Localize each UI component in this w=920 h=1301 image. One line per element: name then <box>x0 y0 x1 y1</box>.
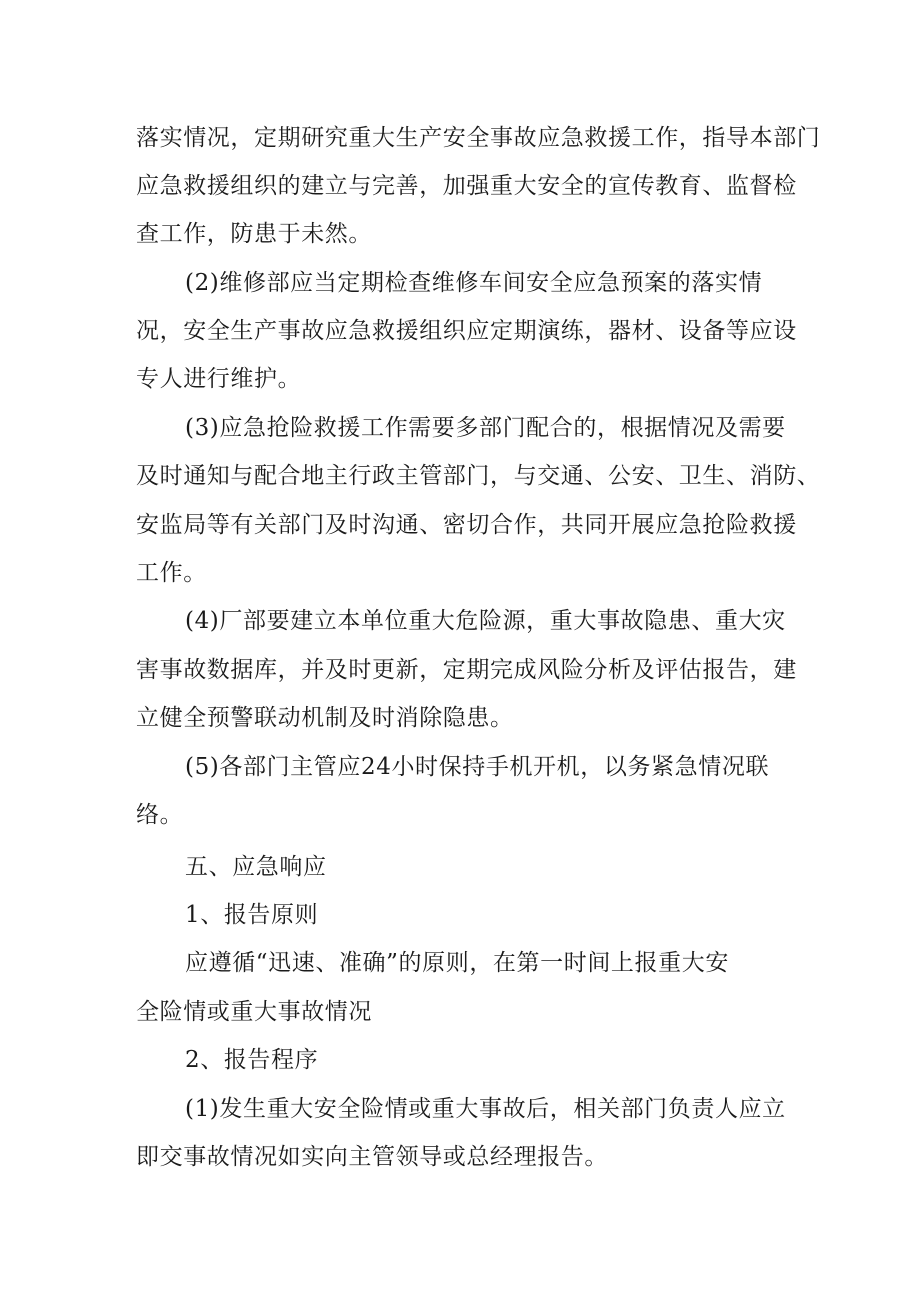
subsection-heading: 2、报告程序 <box>185 1047 319 1073</box>
text-line: 立健全预警联动机制及时消除隐患。 <box>136 705 514 731</box>
subsection-heading: 1、报告原则 <box>185 902 319 928</box>
text-line: 查工作，防患于未然。 <box>136 221 372 247</box>
text-line: 专人进行维护。 <box>136 366 302 392</box>
text-line: 害事故数据库，并及时更新，定期完成风险分析及评估报告，建 <box>136 657 797 683</box>
text-line: (5)各部门主管应24小时保持手机开机，以务紧急情况联 <box>185 754 770 780</box>
text-line: 应急救援组织的建立与完善，加强重大安全的宣传教育、监督检 <box>136 173 797 199</box>
section-heading: 五、应急响应 <box>185 854 327 880</box>
text-line: 落实情况，定期研究重大生产安全事故应急救援工作，指导本部门 <box>136 125 821 151</box>
text-line: 及时通知与配合地主行政主管部门，与交通、公安、卫生、消防、 <box>136 463 821 489</box>
text-line: (1)发生重大安全险情或重大事故后，相关部门负责人应立 <box>185 1096 786 1122</box>
text-line: 况，安全生产事故应急救援组织应定期演练，器材、设备等应设 <box>136 318 797 344</box>
text-line: 工作。 <box>136 560 207 586</box>
text-line: (2)维修部应当定期检查维修车间安全应急预案的落实情 <box>185 270 763 296</box>
text-line: 应遵循“迅速、准确”的原则，在第一时间上报重大安 <box>185 950 729 976</box>
text-line: 全险情或重大事故情况 <box>136 999 372 1025</box>
text-line: 安监局等有关部门及时沟通、密切合作，共同开展应急抢险救援 <box>136 512 797 538</box>
text-line: (4)厂部要建立本单位重大危险源，重大事故隐患、重大灾 <box>185 608 786 634</box>
text-line: 络。 <box>136 802 184 828</box>
text-line: (3)应急抢险救援工作需要多部门配合的，根据情况及需要 <box>185 415 786 441</box>
text-line: 即交事故情况如实向主管领导或总经理报告。 <box>136 1144 608 1170</box>
